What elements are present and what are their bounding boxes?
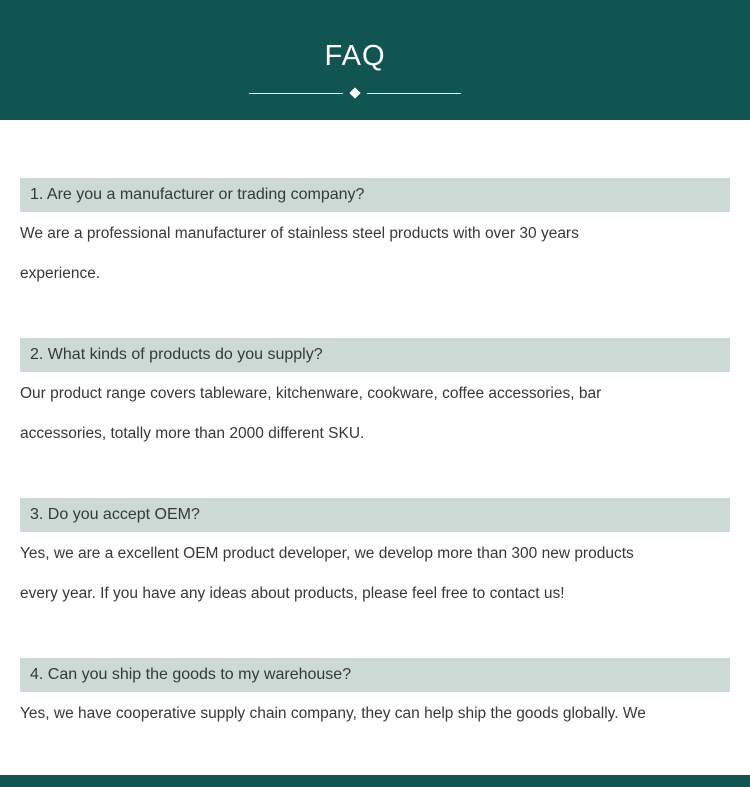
faq-question-1: 1. Are you a manufacturer or trading company? <box>20 178 730 212</box>
faq-item <box>20 338 730 454</box>
faq-answer-line: accessories, totally more than 2000 different SKU. <box>20 425 365 442</box>
faq-list <box>0 120 750 734</box>
next-section-header-bar <box>0 775 750 787</box>
faq-answer-line: every year. If you have any ideas about products, please feel free to contact us! <box>20 585 565 602</box>
faq-answer-line: We are a professional manufacturer of stainless steel products with over 30 years <box>20 225 579 242</box>
faq-answer-2 <box>20 374 730 454</box>
faq-question-4: 4. Can you ship the goods to my warehouse? <box>20 658 730 692</box>
faq-header <box>0 0 750 120</box>
faq-item <box>20 498 730 614</box>
faq-header-inner <box>0 0 710 97</box>
faq-answer-line: Yes, we have cooperative supply chain company, they can help ship the goods globally. We <box>20 705 646 722</box>
faq-question-2: 2. What kinds of products do you supply? <box>20 338 730 372</box>
faq-answer-4 <box>20 694 730 734</box>
faq-item <box>20 178 730 294</box>
faq-question-3: 3. Do you accept OEM? <box>20 498 730 532</box>
faq-answer-3 <box>20 534 730 614</box>
faq-answer-1 <box>20 214 730 294</box>
diamond-icon <box>349 87 360 98</box>
faq-answer-line: experience. <box>20 265 101 282</box>
faq-answer-line: Yes, we are a excellent OEM product developer, we develop more than 300 new products <box>20 545 634 562</box>
title-divider <box>249 89 461 97</box>
divider-line-left <box>249 93 343 94</box>
page-title: FAQ <box>324 40 386 72</box>
faq-answer-line: Our product range covers tableware, kitchenware, cookware, coffee accessories, bar <box>20 385 602 402</box>
divider-line-right <box>367 93 461 94</box>
faq-item <box>20 658 730 734</box>
